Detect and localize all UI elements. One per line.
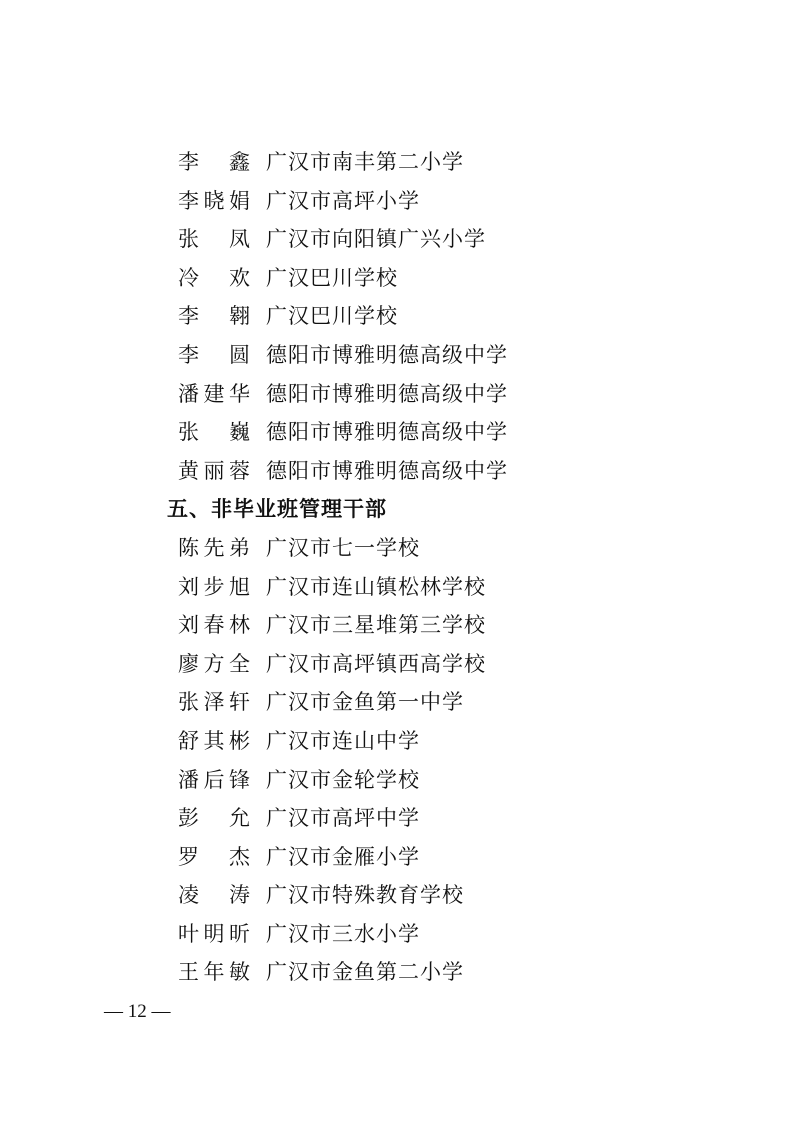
- list-item: [0, 220, 793, 259]
- person-name: 廖 方 全: [178, 651, 250, 676]
- list-item: [0, 452, 793, 491]
- list-item: [0, 606, 793, 645]
- school-name: 广汉巴川学校: [266, 304, 398, 329]
- school-name: 广汉市七一学校: [266, 535, 420, 560]
- school-name: 广汉市金雁小学: [266, 844, 420, 869]
- section-heading: 五、非毕业班管理干部: [167, 497, 387, 522]
- school-name: 广汉市三水小学: [266, 921, 420, 946]
- person-name: 李 翱: [178, 304, 250, 329]
- list-item: [0, 953, 793, 992]
- person-name: 刘 步 旭: [178, 574, 250, 599]
- list-item: [0, 838, 793, 877]
- list-item: [0, 297, 793, 336]
- person-name: 罗 杰: [178, 844, 250, 869]
- list-item: [0, 876, 793, 915]
- name-list: [0, 143, 793, 992]
- person-name: 李 鑫: [178, 150, 250, 174]
- person-name: 冷 欢: [178, 265, 250, 290]
- page-number: — 12 —: [104, 1001, 171, 1022]
- list-item: [0, 645, 793, 684]
- school-name: 德阳市博雅明德高级中学: [266, 342, 508, 367]
- school-name: 广汉市连山镇松林学校: [266, 574, 486, 599]
- list-item: [0, 182, 793, 221]
- school-name: 德阳市博雅明德高级中学: [266, 458, 508, 483]
- school-name: 广汉市三星堆第三学校: [266, 613, 486, 638]
- list-item: [0, 799, 793, 838]
- person-name: 黄 丽 蓉: [178, 458, 250, 483]
- person-name: 张 巍: [178, 420, 250, 445]
- school-name: 广汉市高坪中学: [266, 806, 420, 831]
- person-name: 叶 明 昕: [178, 921, 250, 946]
- school-name: 广汉市金轮学校: [266, 767, 420, 792]
- school-name: 广汉市高坪小学: [266, 188, 420, 213]
- school-name: 广汉市高坪镇西高学校: [266, 651, 486, 676]
- school-name: 广汉市特殊教育学校: [266, 883, 464, 908]
- person-name: 刘 春 林: [178, 613, 250, 638]
- person-name: 张 凤: [178, 227, 250, 252]
- list-item: [0, 722, 793, 761]
- school-name: 广汉市金鱼第二小学: [266, 960, 464, 985]
- school-name: 德阳市博雅明德高级中学: [266, 420, 508, 445]
- person-name: 舒 其 彬: [178, 728, 250, 753]
- person-name: 李 圆: [178, 342, 250, 367]
- person-name: 李 晓 娟: [178, 188, 250, 213]
- person-name: 彭 允: [178, 806, 250, 831]
- list-item: [0, 259, 793, 298]
- list-item: [0, 413, 793, 452]
- person-name: 凌 涛: [178, 883, 250, 908]
- list-item: [0, 143, 793, 182]
- school-name: 广汉市向阳镇广兴小学: [266, 227, 486, 252]
- person-name: 张 泽 轩: [178, 690, 250, 715]
- person-name: 王 年 敏: [178, 960, 250, 985]
- person-name: 潘 建 华: [178, 381, 250, 406]
- school-name: 广汉市连山中学: [266, 728, 420, 753]
- list-item: [0, 568, 793, 607]
- list-item: [0, 761, 793, 800]
- person-name: 陈 先 弟: [178, 535, 250, 560]
- school-name: 广汉市南丰第二小学: [266, 150, 464, 174]
- list-item: [0, 529, 793, 568]
- school-name: 广汉巴川学校: [266, 265, 398, 290]
- list-item: [0, 336, 793, 375]
- school-name: 广汉市金鱼第一中学: [266, 690, 464, 715]
- list-item: [0, 375, 793, 414]
- list-item: [0, 683, 793, 722]
- person-name: 潘 后 锋: [178, 767, 250, 792]
- school-name: 德阳市博雅明德高级中学: [266, 381, 508, 406]
- list-item: [0, 915, 793, 954]
